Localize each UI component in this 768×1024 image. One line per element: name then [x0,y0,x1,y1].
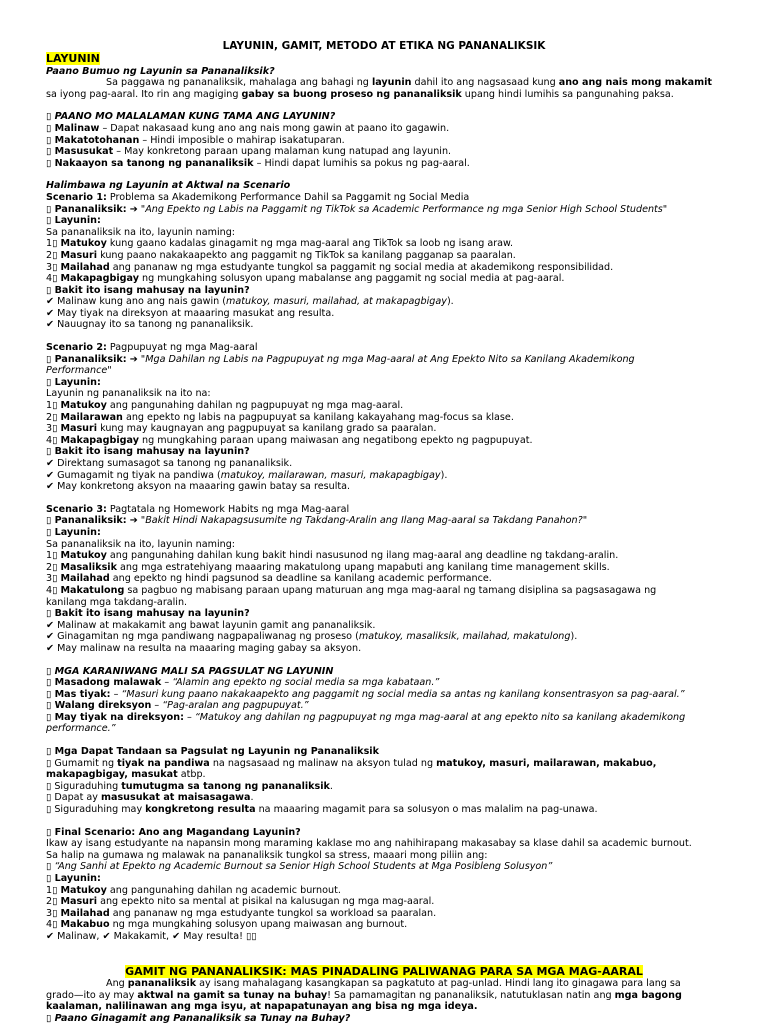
gamit-section: GAMIT NG PANANALIKSIK: MAS PINADALING PALIWANAG PARA SA MGA MAG-AARAL Ang pananaliksik ay isang mahalagang kasangkapan sa pagkatuto at pag-unlad. Hindi lang ito ginagawa para lang sa grado—ito ay may aktwal na gamit sa tunay na buhay! Sa pamamagitan ng pananaliksik, natutuklasan natin ang mga bagong kaalaman, nalilinawan ang mga isyu, at napapatunayan ang bisa ng mga ideya. ▯ Paano Ginagamit ang Pananaliksik sa Tunay na Buhay? [46,964,682,1024]
list-item: ▯ Nakaayon sa tanong ng pananaliksik – Hindi dapat lumihis sa pokus ng pag-aaral. [46,157,470,169]
list-item: 1▯ Matukoy ang pangunahing dahilan ng academic burnout. [46,884,341,896]
common-mistakes: ▯ MGA KARANIWANG MALI SA PAGSULAT NG LAYUNIN ▯ Masadong malawak – “Alamin ang epekto ng social media sa mga kabataan.” ▯ Mas tiyak: – “Masuri kung paano nakakaapekto ang paggamit ng social media sa antas ng kanilang konsentrasyon sa pag-aaral.” ▯ Walang direksyon – “Pag-aralan ang pagpupuyat.” ▯ May tiyak na direksyon: – “Matukoy ang dahilan ng pagpupuyat ng mga mag-aaral at ang epekto nito sa kanilang akademikong performance.” [46,666,722,736]
document-title: LAYUNIN, GAMIT, METODO AT ETIKA NG PANANALIKSIK [222,40,546,52]
list-item: ▯ Walang direksyon – “Pag-aralan ang pagpupuyat.” [46,700,309,712]
list-item: ▯ Makatotohanan – Hindi imposible o mahirap isakatuparan. [46,134,345,146]
list-item: ✔ Direktang sumasagot sa tanong ng pananaliksik. [46,458,293,469]
scenario-1: Scenario 1: Problema sa Akademikong Performance Dahil sa Paggamit ng Social Media ▯ Pananaliksik: ➔ "Ang Epekto ng Labis na Paggamit ng TikTok sa Academic Performance ng mga Senior High School Students" ▯ Layunin: Sa pananaliksik na ito, layunin naming: 1▯ Matukoy kung gaano kadalas ginagamit ng mga mag-aaral ang TikTok sa loob ng isang araw. 2▯ Masuri kung paano nakakaapekto ang paggamit ng TikTok sa kanilang pagganap sa paaralan. 3▯ Mailahad ang pananaw ng mga estudyante tungkol sa paggamit ng social media at akademikong responsibilidad. 4▯ Makapagbigay ng mungkahing solusyon upang mabalanse ang paggamit ng social media at pag-aaral. ▯ Bakit ito isang mahusay na layunin? ✔ Malinaw kung ano ang nais gawin (matukoy, masuri, mailahad, at makapagbigay). ✔ May tiyak na direksyon at maaaring masukat ang resulta. ✔ Nauugnay ito sa tanong ng pananaliksik. [46,192,722,331]
subheading-halimbawa: Halimbawa ng Layunin at Aktwal na Scenario [46,180,291,192]
list-item: 1▯ Matukoy kung gaano kadalas ginagamit ng mga mag-aaral ang TikTok sa loob ng isang araw. [46,238,514,250]
list-item: ✔ Malinaw kung ano ang nais gawin (matukoy, masuri, mailahad, at makapagbigay). [46,296,454,308]
list-item: ✔ Gumagamit ng tiyak na pandiwa (matukoy, mailarawan, masuri, makapagbigay). [46,469,448,481]
list-item: ▯ Masadong malawak – “Alamin ang epekto ng social media sa mga kabataan.” [46,677,440,689]
tandaan-section: ▯ Mga Dapat Tandaan sa Pagsulat ng Layunin ng Pananaliksik ▯ Gumamit ng tiyak na pandiwa na nagsasaad ng malinaw na aksyon tulad ng matukoy, masuri, mailarawan, makabuo, makapagbigay, masukat atbp. ▯ Siguraduhing tumutugma sa tanong ng pananaliksik. ▯ Dapat ay masusukat at maisasagawa. ▯ Siguraduhing may kongkretong resulta na maaaring magamit para sa solusyon o mas malalim na pag-unawa. [46,746,657,816]
list-item: ✔ Nauugnay ito sa tanong ng pananaliksik. [46,319,254,331]
section-heading-gamit: GAMIT NG PANANALIKSIK: MAS PINADALING PALIWANAG PARA SA MGA MAG-AARAL [125,964,643,978]
list-item: 2▯ Mailarawan ang epekto ng labis na pagpupuyat sa kanilang kakayahang mag-focus sa klase. [46,411,514,423]
scenario-3: Scenario 3: Pagtatala ng Homework Habits ng mga Mag-aaral ▯ Pananaliksik: ➔ "Bakit Hindi Nakapagsusumite ng Takdang-Aralin ang Ilang Mag-aaral sa Takdang Panahon?" ▯ Layunin: Sa pananaliksik na ito, layunin naming: 1▯ Matukoy ang pangunahing dahilan kung bakit hindi nasusunod ng ilang mag-aaral ang deadline ng takdang-aralin. 2▯ Masaliksik ang mga estratehiyang maaaring makatulong upang mapabuti ang kanilang time management skills. 3▯ Mailahad ang epekto ng hindi pagsunod sa deadline sa kanilang academic performance. 4▯ Makatulong sa pagbuo ng mabisang paraan upang maturuan ang mga mag-aaral ng tamang disiplina sa pagsasagawa ng kanilang mga takdang-aralin. ▯ Bakit ito isang mahusay na layunin? ✔ Malinaw at makakamit ang bawat layunin gamit ang pananaliksik. ✔ Ginagamitan ng mga pandiwang nagpapaliwanag ng proseso (matukoy, masaliksik, mailahad, makatulong). ✔ May malinaw na resulta na maaaring maging gabay sa aksyon. [46,504,722,655]
list-item: 3▯ Mailahad ang pananaw ng mga estudyante tungkol sa workload sa paaralan. [46,907,437,919]
list-item: ✔ Ginagamitan ng mga pandiwang nagpapaliwanag ng proseso (matukoy, masaliksik, mailahad, makatulong). [46,631,578,643]
list-item: 1▯ Matukoy ang pangunahing dahilan kung bakit hindi nasusunod ng ilang mag-aaral ang deadline ng takdang-aralin. [46,550,619,562]
list-item: ▯ Masusukat – May konkretong paraan upang malaman kung natupad ang layunin. [46,146,452,158]
subheading-tama-layunin: ▯ PAANO MO MALALAMAN KUNG TAMA ANG LAYUNIN? [46,111,336,123]
list-item: 3▯ Mailahad ang pananaw ng mga estudyante tungkol sa paggamit ng social media at akademikong responsibilidad. [46,261,614,273]
list-item: ▯ Malinaw – Dapat nakasaad kung ano ang nais mong gawin at paano ito gagawin. [46,122,450,134]
list-item: ✔ May konkretong aksyon na maaaring gawin batay sa resulta. [46,481,351,493]
list-item: ▯ Mas tiyak: – “Masuri kung paano nakakaapekto ang paggamit ng social media sa antas ng kanilang konsentrasyon sa pag-aaral.” [46,688,685,700]
list-item: ✔ Malinaw at makakamit ang bawat layunin gamit ang pananaliksik. [46,619,376,631]
section-heading-layunin: LAYUNIN [46,52,100,65]
list-item: ✔ May malinaw na resulta na maaaring maging gabay sa aksyon. [46,642,362,654]
list-item: 2▯ Masuri ang epekto nito sa mental at pisikal na kalusugan ng mga mag-aaral. [46,896,435,908]
intro-paragraph: Sa paggawa ng pananaliksik, mahalaga ang bahagi ng layunin dahil ito ang nagsasaad kung ano ang nais mong makamit sa iyong pag-aaral. Ito rin ang magiging gabay sa buong proseso ng pananaliksik upang hindi lumihis sa pangunahing paksa. [46,77,712,100]
list-item: 4▯ Makapagbigay ng mungkahing paraan upang maiwasan ang negatibong epekto ng pagpupuyat. [46,434,533,446]
criteria-list [46,123,722,169]
list-item: ▯ May tiyak na direksyon: – “Matukoy ang dahilan ng pagpupuyat ng mga mag-aaral at ang epekto nito sa kanilang akademikong [46,711,686,723]
list-item: 4▯ Makapagbigay ng mungkahing solusyon upang mabalanse ang paggamit ng social media at pag-aaral. [46,273,565,285]
list-item: 1▯ Matukoy ang pangunahing dahilan ng pagpupuyat ng mga mag-aaral. [46,400,404,412]
list-item: 4▯ Makatulong sa pagbuo ng mabisang paraan upang maturuan ang mga mag-aaral ng tamang disiplina sa pagsasagawa ng [46,584,657,596]
list-item: ✔ May tiyak na direksyon at maaaring masukat ang resulta. [46,307,335,319]
list-item: 3▯ Masuri kung may kaugnayan ang pagpupuyat sa kanilang grado sa paaralan. [46,423,437,435]
list-item: 2▯ Masaliksik ang mga estratehiyang maaaring makatulong upang mapabuti ang kanilang time management skills. [46,561,610,573]
list-item: 4▯ Makabuo ng mga mungkahing solusyon upang maiwasan ang burnout. [46,919,408,931]
list-item: 3▯ Mailahad ang epekto ng hindi pagsunod sa deadline sa kanilang academic performance. [46,573,492,585]
scenario-2: Scenario 2: Pagpupuyat ng mga Mag-aaral ▯ Pananaliksik: ➔ "Mga Dahilan ng Labis na Pagpupuyat ng mga Mag-aaral at Ang Epekto Nito sa Kanilang Akademikong Performance" ▯ Layunin: Layunin ng pananaliksik na ito na: 1▯ Matukoy ang pangunahing dahilan ng pagpupuyat ng mga mag-aaral. 2▯ Mailarawan ang epekto ng labis na pagpupuyat sa kanilang kakayahang mag-focus sa klase. 3▯ Masuri kung may kaugnayan ang pagpupuyat sa kanilang grado sa paaralan. 4▯ Makapagbigay ng mungkahing paraan upang maiwasan ang negatibong epekto ng pagpupuyat. ▯ Bakit ito isang mahusay na layunin? ✔ Direktang sumasagot sa tanong ng pananaliksik. ✔ Gumagamit ng tiyak na pandiwa (matukoy, mailarawan, masuri, makapagbigay). ✔ May konkretong aksyon na maaaring gawin batay sa resulta. [46,342,722,493]
list-item: 2▯ Masuri kung paano nakakaapekto ang paggamit ng TikTok sa kanilang pagganap sa paaralan. [46,249,516,261]
final-scenario: ▯ Final Scenario: Ano ang Magandang Layunin? Ikaw ay isang estudyante na napansin mong maraming kaklase mo ang nahihirapang makasabay sa klase dahil sa academic burnout. Sa halip na gumawa ng malawak na pananaliksik tungkol sa stress, maaari mong piliin ang: ▯ “Ang Sanhi at Epekto ng Academic Burnout sa Senior High School Students at Mga Posibleng Solusyon” ▯ Layunin: 1▯ Matukoy ang pangunahing dahilan ng academic burnout. 2▯ Masuri ang epekto nito sa mental at pisikal na kalusugan ng mga mag-aaral. 3▯ Mailahad ang pananaw ng mga estudyante tungkol sa workload sa paaralan. 4▯ Makabuo ng mga mungkahing solusyon upang maiwasan ang burnout. ✔ Malinaw, ✔ Makakamit, ✔ May resulta! ▯▯ [46,827,722,943]
subheading-paano-bumuo: Paano Bumuo ng Layunin sa Pananaliksik? [46,65,275,77]
